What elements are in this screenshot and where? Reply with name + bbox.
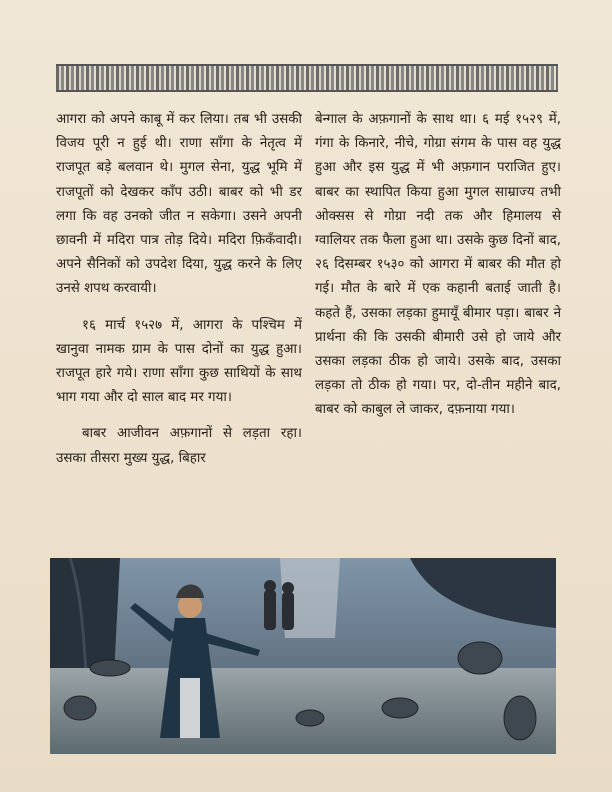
paragraph: बाबर आजीवन अफ़गानों से लड़ता रहा। उसका तीसरा मुख्य युद्ध, बिहार [56,426,302,466]
paragraph: बेन्गाल के अफ़गानों के साथ था। ६ मई १५२९ में, गंगा के किनारे, नीचे, गोग्रा संगम के पास वह युद्ध हुआ और इस युद्ध में भी अफ़गान पराजित हुए। बाबर का स्थापित किया हुआ मुगल साम्राज्य तभी ओक्सस से गोग्रा नदी तक और हिमालय से ग्वालियर तक फैला हुआ था। उसके कुछ दिनों बाद, २६ दिसम्बर १५३० को आगरा में बाबर की मौत हो गई। मौत के बारे में एक कहानी बताई जाती है। कहते हैं, उसका लड़का हुमायूँ बीमार पड़ा। बाबर ने प्रार्थना की कि उसकी बीमारी उसे हो जाये और उसका लड़का ठीक हो जाये। उसके बाद, उसका लड़का तो ठीक हो गया। पर, दो-तीन महीने बाद, बाबर को काबुल ले जाकर, दफ़नाया गया। [315,112,561,418]
decorative-border [56,64,558,92]
illustration-drawing [50,558,556,754]
illustration-babur-tent-scene [50,558,556,754]
right-text-column [315,108,561,423]
left-text-column [56,108,302,471]
paragraph: आगरा को अपने काबू में कर लिया। तब भी उसकी विजय पूरी न हुई थी। राणा साँगा के नेतृत्व में राजपूत बड़े बलवान थे। मुगल सेना, युद्ध भूमि में राजपूतों को देखकर काँप उठी। बाबर को भी डर लगा कि वह उनको जीत न सकेगा। उसने अपनी छावनी में मदिरा पात्र तोड़ दिये। मदिरा फ़िकँवादी। अपने सैनिकों को उपदेश दिया, युद्ध करने के लिए उनसे शपथ करवायी। [56,112,302,297]
paragraph: १६ मार्च १५२७ में, आगरा के पश्चिम में खानुवा नामक ग्राम के पास दोनों का युद्ध हुआ। राजपूत हारे गये। राणा साँगा कुछ साथियों के साथ भाग गया और दो साल बाद मर गया। [56,317,302,406]
